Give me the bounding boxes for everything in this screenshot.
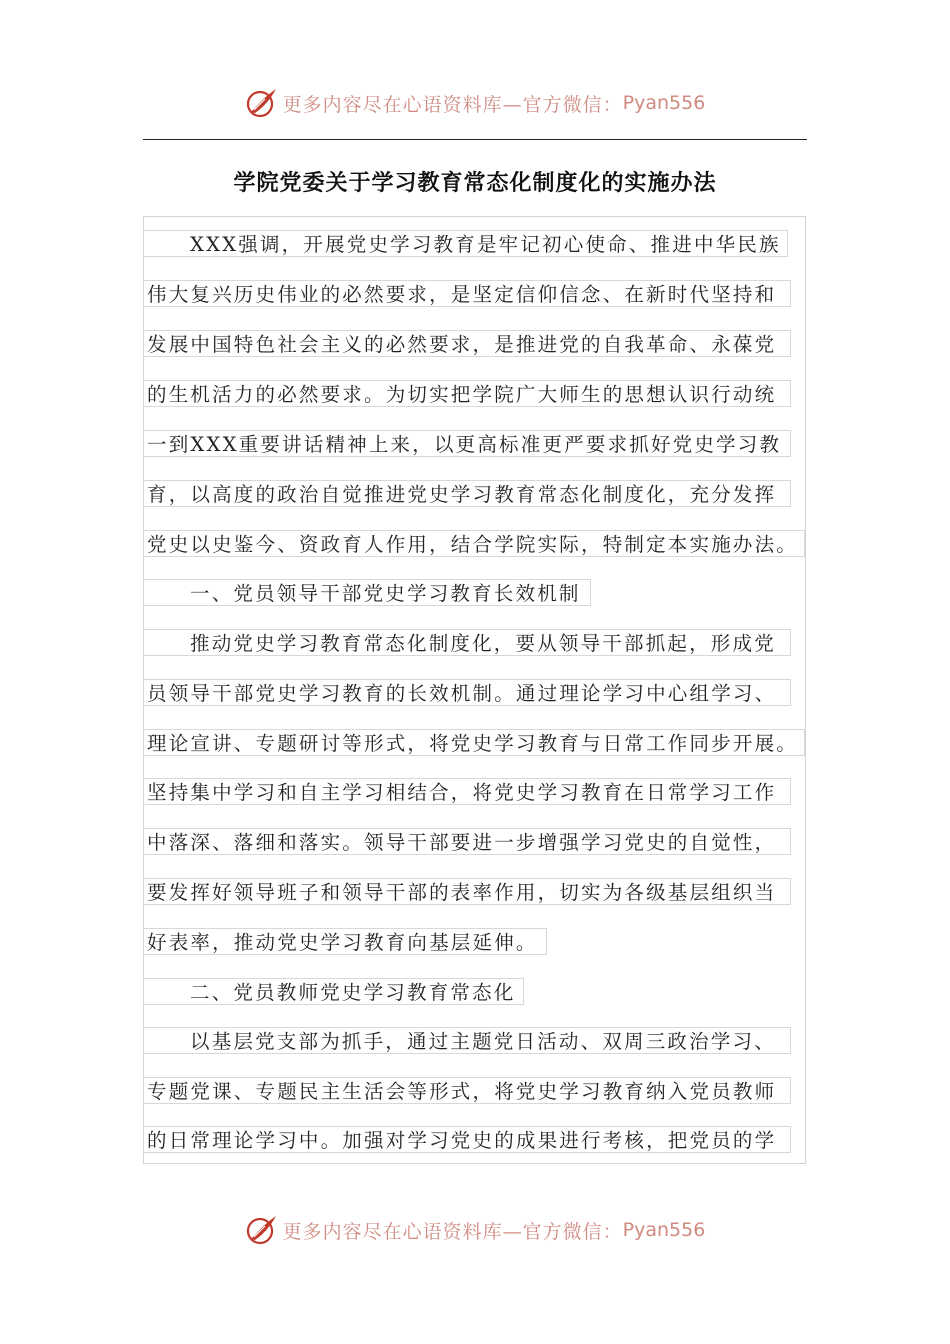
text-line: 发展中国特色社会主义的必然要求，是推进党的自我革命、永葆党 <box>143 330 791 357</box>
text-line: 以基层党支部为抓手，通过主题党日活动、双周三政治学习、 <box>143 1027 791 1054</box>
text-line: 员领导干部党史学习教育的长效机制。通过理论学习中心组学习、 <box>143 679 791 706</box>
text-line: 中落深、落细和落实。领导干部要进一步增强学习党史的自觉性， <box>143 828 791 855</box>
text-line: 坚持集中学习和自主学习相结合，将党史学习教育在日常学习工作 <box>143 778 791 805</box>
quill-logo-icon <box>245 86 279 120</box>
banner-text: 更多内容尽在心语资料库—官方微信： <box>282 1220 623 1243</box>
quill-logo-icon <box>245 1213 279 1247</box>
text-line: 专题党课、专题民主生活会等形式，将党史学习教育纳入党员教师 <box>143 1077 791 1104</box>
banner-wechat-id: Pyan556 <box>622 92 706 114</box>
section-heading-1: 一、党员领导干部党史学习教育长效机制 <box>143 579 591 606</box>
text-line: 育，以高度的政治自觉推进党史学习教育常态化制度化，充分发挥 <box>143 480 791 507</box>
text-line: 推动党史学习教育常态化制度化，要从领导干部抓起，形成党 <box>143 629 791 656</box>
document-title: 学院党委关于学习教育常态化制度化的实施办法 <box>233 171 717 196</box>
text-line: 一到XXX重要讲话精神上来，以更高标准更严要求抓好党史学习教 <box>143 430 791 457</box>
section-heading-2: 二、党员教师党史学习教育常态化 <box>143 978 524 1005</box>
text-line: 理论宣讲、专题研讨等形式，将党史学习教育与日常工作同步开展。 <box>143 729 805 756</box>
text-line: 好表率，推动党史学习教育向基层延伸。 <box>143 928 547 955</box>
watermark-banner-top <box>0 83 950 123</box>
text-line: 伟大复兴历史伟业的必然要求，是坚定信仰信念、在新时代坚持和 <box>143 280 791 307</box>
watermark-banner-bottom <box>0 1210 950 1250</box>
text-line: 的日常理论学习中。加强对学习党史的成果进行考核，把党员的学 <box>143 1126 791 1153</box>
header-rule <box>143 139 807 140</box>
text-line: 党史以史鉴今、资政育人作用，结合学院实际，特制定本实施办法。 <box>143 530 805 557</box>
text-line: 的生机活力的必然要求。为切实把学院广大师生的思想认识行动统 <box>143 380 791 407</box>
text-line: 要发挥好领导班子和领导干部的表率作用，切实为各级基层组织当 <box>143 878 791 905</box>
banner-wechat-id: Pyan556 <box>622 1219 706 1241</box>
text-line: XXX强调，开展党史学习教育是牢记初心使命、推进中华民族 <box>143 230 788 257</box>
banner-text: 更多内容尽在心语资料库—官方微信： <box>282 93 623 116</box>
